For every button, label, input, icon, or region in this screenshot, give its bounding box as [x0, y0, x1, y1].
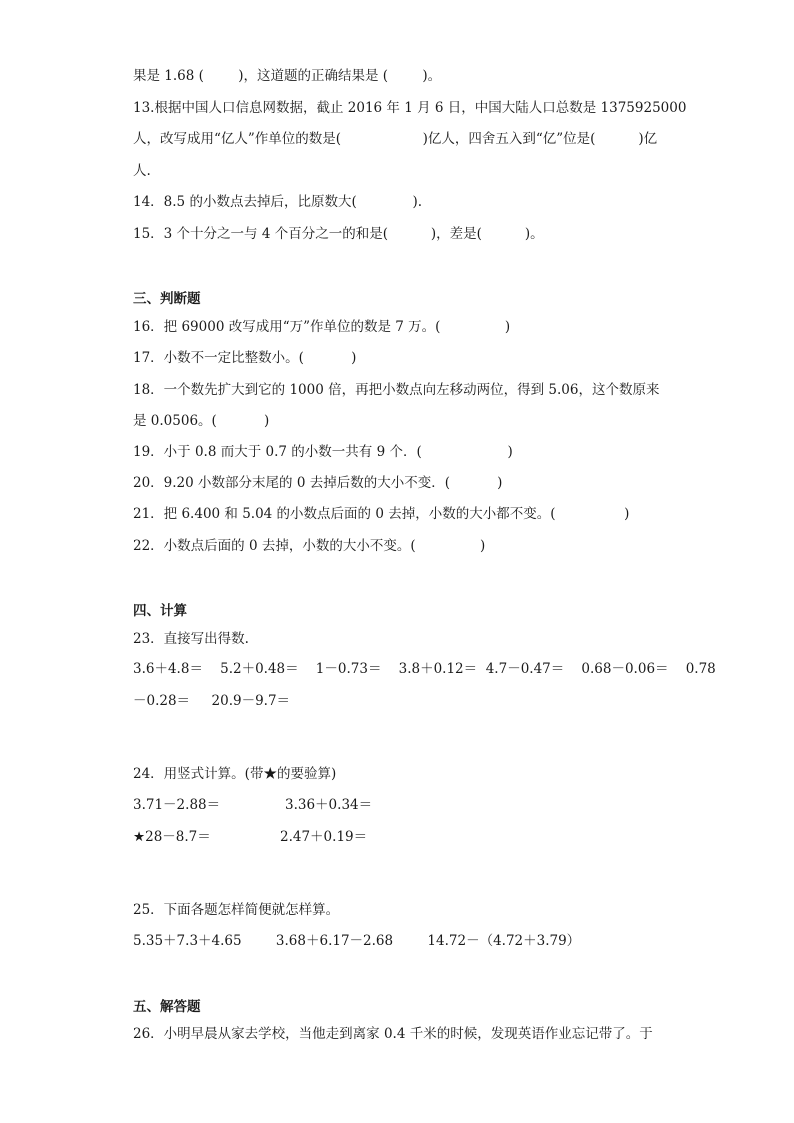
q26-line1: 26．小明早晨从家去学校，当他走到离家 0.4 千米的时候，发现英语作业忘记带了。于: [133, 1026, 653, 1042]
section-heading-answers: 五、解答题: [133, 999, 201, 1015]
q12-continuation: 果是 1.68 ( )，这道题的正确结果是 ( )。: [133, 68, 442, 84]
section-heading-calculation: 四、计算: [133, 603, 187, 619]
q18-line1: 18．一个数先扩大到它的 1000 倍，再把小数点向左移动两位，得到 5.06，这个数原来: [133, 382, 660, 398]
q20: 20．9.20 小数部分末尾的 0 去掉后数的大小不变．( ): [133, 475, 503, 491]
section-heading-judgement: 三、判断题: [133, 291, 201, 307]
q15: 15．3 个十分之一与 4 个百分之一的和是( )，差是( )。: [133, 226, 544, 242]
q24-problem-2: 3.36＋0.34＝: [285, 797, 373, 813]
q24: 24．用竖式计算。(带★的要验算): [133, 766, 337, 782]
q14: 14．8.5 的小数点去掉后，比原数大( ).: [133, 194, 423, 210]
q24-problem-4: 2.47＋0.19＝: [280, 829, 368, 845]
q16: 16．把 69000 改写成用“万”作单位的数是 7 万。( ): [133, 319, 511, 335]
q22: 22．小数点后面的 0 去掉，小数的大小不变。( ): [133, 538, 486, 554]
q24-problem-1: 3.71－2.88＝: [133, 797, 221, 813]
q24-problem-3: ★28－8.7＝: [133, 829, 211, 845]
q17: 17．小数不一定比整数小。( ): [133, 350, 357, 366]
q25: 25．下面各题怎样简便就怎样算。: [133, 902, 340, 918]
q23: 23．直接写出得数.: [133, 631, 249, 647]
q23-problems-line1: 3.6＋4.8＝ 5.2＋0.48＝ 1－0.73＝ 3.8＋0.12＝ 4.7－0.47＝ 0.68－0.06＝ 0.78: [133, 661, 716, 677]
q13-line2: 人，改写成用“亿人”作单位的数是( )亿人，四舍五入到“亿”位是( )亿: [133, 131, 658, 147]
q25-problems: 5.35＋7.3＋4.65 3.68＋6.17－2.68 14.72－（4.72＋3.79）: [133, 933, 581, 949]
q18-line2: 是 0.0506。( ): [133, 413, 270, 429]
q21: 21．把 6.400 和 5.04 的小数点后面的 0 去掉，小数的大小都不变。( ): [133, 506, 630, 522]
q13-line3: 人.: [133, 163, 151, 179]
q23-problems-line2: －0.28＝ 20.9－9.7＝: [133, 693, 291, 709]
q19: 19．小于 0.8 而大于 0.7 的小数一共有 9 个．( ): [133, 444, 513, 460]
q13-line1: 13.根据中国人口信息网数据，截止 2016 年 1 月 6 日，中国大陆人口总数是 1375925000: [133, 100, 687, 116]
